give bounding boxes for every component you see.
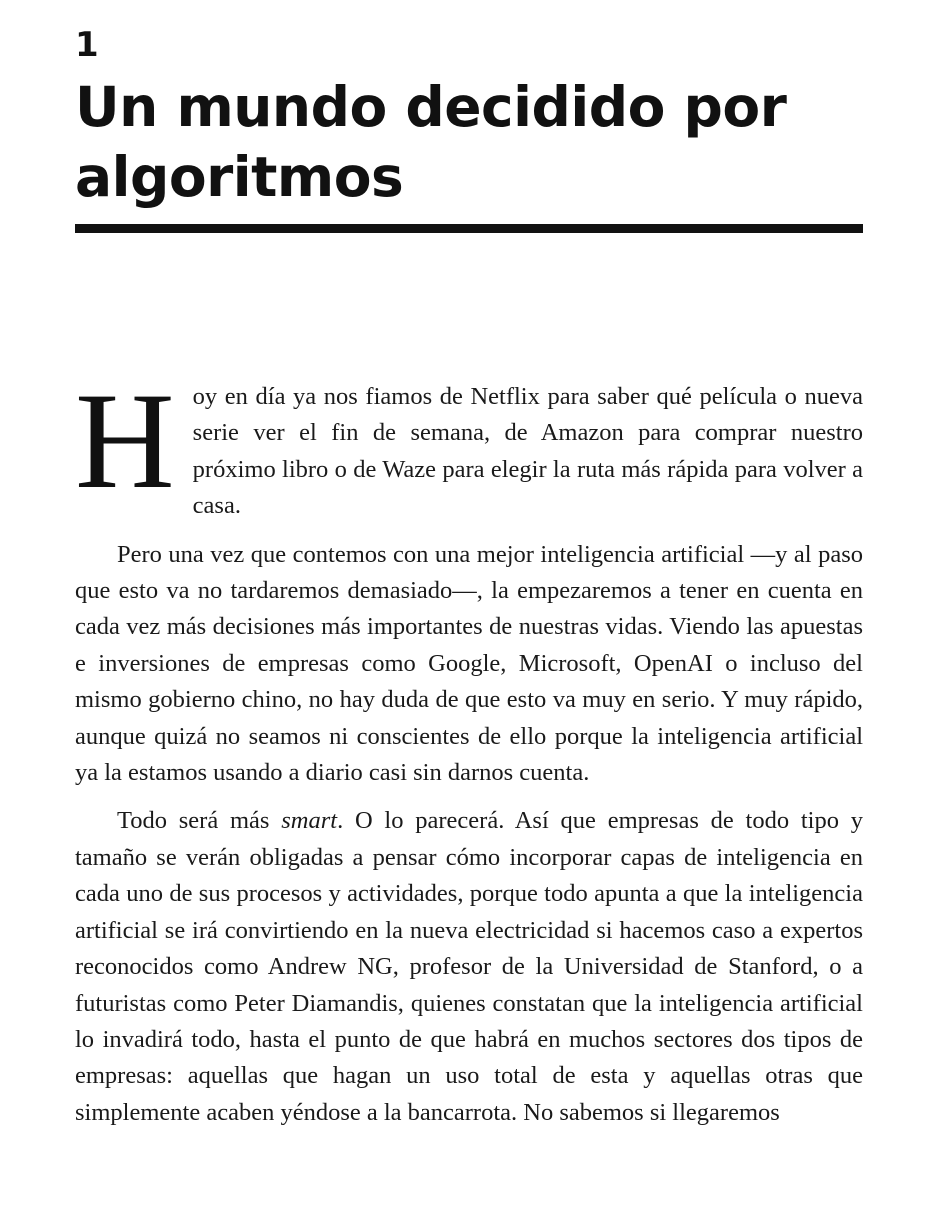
title-divider: [75, 224, 863, 233]
drop-cap: H: [75, 364, 175, 517]
paragraph-1-text: oy en día ya nos fiamos de Netflix para saber qué película o nueva serie ver el fin de semana, de Amazon para comprar nuestro próximo libro o de Waze para elegir la ruta más rápida para volver a casa.: [192, 383, 863, 520]
paragraph-2: Pero una vez que contemos con una mejor inteligencia artificial —y al paso que esto va no tardaremos demasiado—, la empezaremos a tener en cuenta en cada vez más decisiones más importantes de nuestras vidas. Viendo las apuestas e inversiones de empresas como Google, Microsoft, OpenAI o incluso del mismo gobierno chino, no hay duda de que esto va muy en serio. Y muy rápido, aunque quizá no seamos ni conscientes de ello porque la inteligencia artificial ya la estamos usando a diario casi sin darnos cuenta.: [75, 540, 863, 787]
chapter-title: Un mundo decidido por algoritmos: [75, 75, 787, 209]
book-page: [75, 0, 863, 1143]
chapter-body: [75, 364, 863, 1131]
paragraph-3-start: Todo será más: [117, 807, 282, 835]
paragraph-1: [75, 364, 863, 525]
emphasis-smart: smart: [281, 807, 338, 835]
paragraph-3: [75, 803, 863, 1131]
chapter-number: 1: [75, 25, 99, 65]
paragraph-3-rest: . O lo parecerá. Así que empresas de todo tipo y tamaño se verán obligadas a pensar cómo incorporar capas de inteligencia en cada uno de sus procesos y actividades, porque todo apunta a que la inteligencia artificial se irá convirtiendo en la nueva electricidad si hacemos caso a expertos reconocidos como Andrew NG, profesor de la Universidad de Stanford, o a futuristas como Peter Diamandis, quienes constatan que la inteligencia artificial lo invadirá todo, hasta el punto de que habrá en muchos sectores dos tipos de empresas: aquellas que hagan un uso total de esta y aquellas otras que simplemente acaben yéndose a la bancarrota. No sabemos si llegaremos: [75, 807, 863, 1126]
